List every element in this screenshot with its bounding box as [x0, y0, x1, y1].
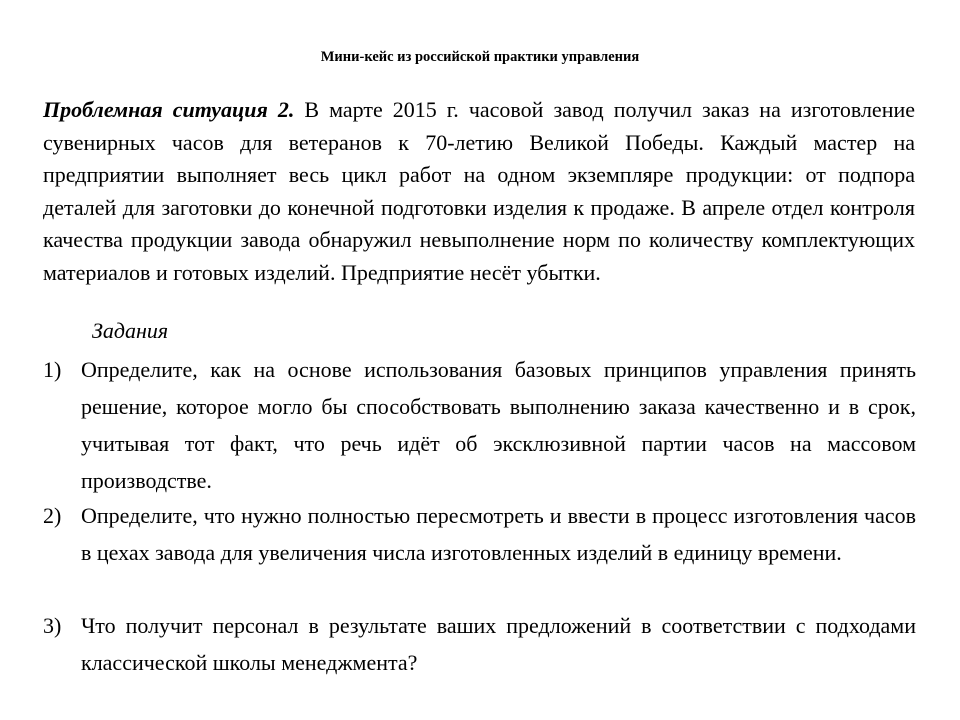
tasks-heading: Задания: [92, 318, 169, 343]
task-text: Определите, что нужно полностью пересмотреть и ввести в процесс изготовления часов в цехах завода для увеличения числа изготовленных изделий в единицу времени.: [81, 503, 916, 565]
slide-title: Мини-кейс из российской практики управления: [320, 49, 640, 65]
situation-lead: Проблемная ситуация 2.: [43, 97, 295, 122]
task-text: Определите, как на основе использования базовых принципов управления принять решение, которое могло бы способствовать выполнению заказа качественно и в срок, учитывая тот факт, что речь идёт об эксклюзивной партии часов на массовом производстве.: [81, 357, 916, 493]
task-number: 3): [43, 613, 62, 638]
task-item: [43, 351, 916, 499]
task-item: [43, 497, 916, 571]
problem-situation-paragraph: [43, 94, 915, 289]
task-text: Что получит персонал в результате ваших предложений в соответствии с подходами классической школы менеджмента?: [81, 613, 916, 675]
situation-text: В марте 2015 г. часовой завод получил заказ на изготовление сувенирных часов для ветеранов к 70-летию Великой Победы. Каждый мастер на предприятии выполняет весь цикл работ на одном экземпляре продукции: от подпора деталей для заготовки до конечной подготовки изделия к продаже. В апреле отдел контроля качества продукции завода обнаружил невыполнение норм по количеству комплектующих материалов и готовых изделий. Предприятие несёт убытки.: [43, 97, 915, 285]
task-item: [43, 607, 916, 681]
task-number: 2): [43, 503, 62, 528]
task-number: 1): [43, 357, 62, 382]
